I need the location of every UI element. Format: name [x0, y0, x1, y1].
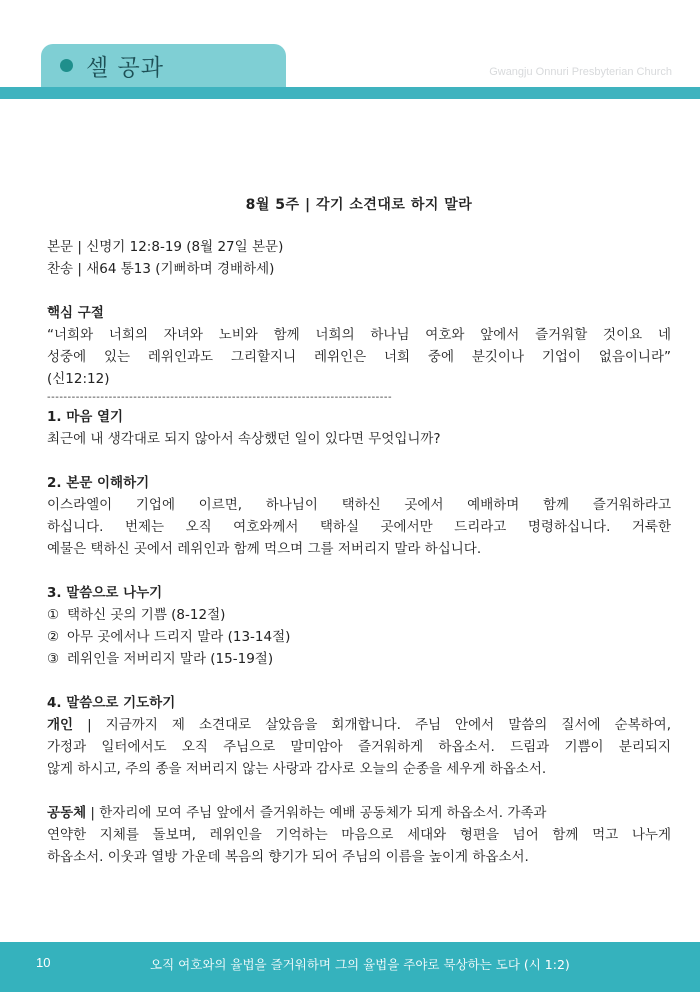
key-verse-reference: (신12:12): [47, 371, 110, 387]
section2-line: 예물은 택하신 곳에서 레위인과 함께 먹으며 그를 저버리지 말라 하십니다.: [47, 541, 482, 557]
list-item: [47, 626, 671, 648]
item-number: ③: [47, 651, 60, 667]
item-number: ②: [47, 629, 60, 645]
prayer-text: | 지금까지 제 소견대로 살았음을 회개합니다. 주님 안에서 말씀의 질서에 순복하여,: [73, 717, 671, 733]
personal-label: 개인: [47, 717, 74, 733]
list-item: [47, 648, 671, 670]
header-bar: [0, 87, 700, 99]
bullet-dot-icon: [60, 59, 73, 72]
item-number: ①: [47, 607, 60, 623]
section2-line: 하십니다. 번제는 오직 여호와께서 택하실 곳에서만 드리라고 명령하십니다. 거룩한: [47, 519, 671, 535]
section2-heading: 2. 본문 이해하기: [47, 475, 150, 491]
divider: ------------------------------------------------------------------------------------: [47, 392, 393, 403]
prayer-personal-line: 가정과 일터에서도 오직 주님으로 말미암아 즐거워하게 하옵소서. 드림과 기쁨이 분리되지: [47, 739, 671, 755]
section2-line: 이스라엘이 기업에 이르면, 하나님이 택하신 곳에서 예배하며 함께 즐거워하라고: [47, 497, 671, 513]
prayer-community-line: [47, 802, 671, 824]
item-text: 아무 곳에서나 드리지 말라 (13-14절): [67, 629, 291, 645]
item-text: 레위인을 저버리지 말라 (15-19절): [67, 651, 274, 667]
prayer-community-line: 연약한 지체를 돌보며, 레위인을 기억하는 마음으로 세대와 형편을 넘어 함께 먹고 나누게: [47, 827, 671, 843]
section3-heading: 3. 말씀으로 나누기: [47, 585, 163, 601]
list-item: [47, 604, 671, 626]
page-number: 10: [36, 955, 51, 970]
church-name: Gwangju Onnuri Presbyterian Church: [489, 66, 672, 78]
community-label: 공동체: [47, 805, 87, 821]
prayer-community-line: 하옵소서. 이웃과 열방 가운데 복음의 향기가 되어 주님의 이름을 높이게 하옵소서.: [47, 849, 529, 865]
section-title: 셀 공과: [86, 55, 164, 81]
prayer-text: | 한자리에 모여 주님 앞에서 즐거워하는 예배 공동체가 되게 하옵소서. 가족과: [86, 805, 547, 821]
prayer-personal-line: 않게 하시고, 주의 종을 저버리지 않는 사랑과 감사로 오늘의 순종을 세우게 하옵소서.: [47, 761, 547, 777]
section1-text: 최근에 내 생각대로 되지 않아서 속상했던 일이 있다면 무엇입니까?: [47, 431, 441, 447]
item-text: 택하신 곳의 기쁨 (8-12절): [67, 607, 226, 623]
key-verse-line: “너희와 너희의 자녀와 노비와 함께 너희의 하나님 여호와 앞에서 즐거워할 것이요 네: [47, 327, 671, 343]
key-verse-line: 성중에 있는 레위인과도 그리할지니 레위인은 너희 중에 분깃이나 기업이 없음이니라”: [47, 349, 671, 365]
lesson-content: [47, 194, 671, 868]
section1-heading: 1. 마음 열기: [47, 409, 124, 425]
footer-verse: 오직 여호와의 율법을 즐거워하며 그의 율법을 주야로 묵상하는 도다 (시 1:2): [150, 957, 570, 972]
prayer-personal-line: [47, 714, 671, 736]
lesson-title: 8월 5주 | 각기 소견대로 하지 말라: [245, 197, 473, 213]
hymn-line: 찬송 | 새64 통13 (기뻐하며 경배하세): [47, 261, 275, 277]
scripture-text-line: 본문 | 신명기 12:8-19 (8월 27일 본문): [47, 239, 284, 255]
section4-heading: 4. 말씀으로 기도하기: [47, 695, 176, 711]
key-verse-heading: 핵심 구절: [47, 305, 104, 321]
